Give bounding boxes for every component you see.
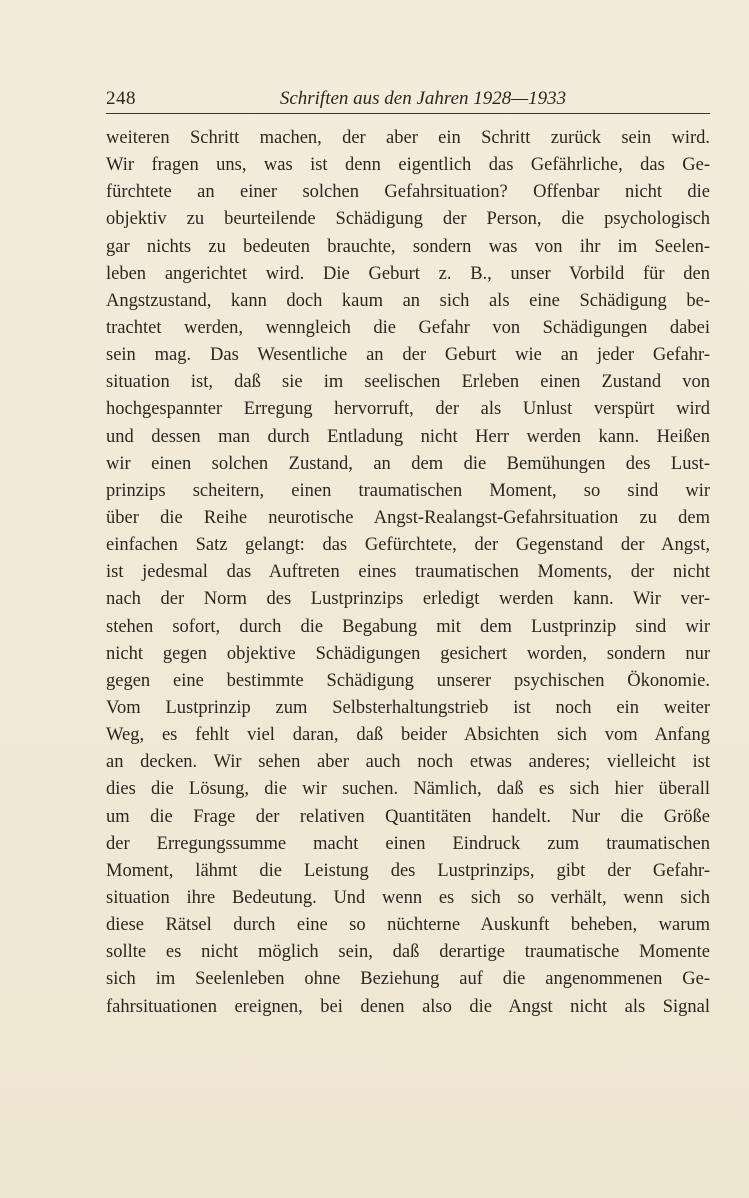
text-line: gegen eine bestimmte Schädigung unserer psychischen Ökonomie. [106,670,710,691]
text-line: Moment, lähmt die Leistung des Lustprinzips, gibt der Gefahr- [106,860,710,881]
text-line: an decken. Wir sehen aber auch noch etwas anderes; vielleicht ist [106,752,710,773]
text-line: wir einen solchen Zustand, an dem die Bemühungen des Lust- [106,453,710,474]
text-line: trachtet werden, wenngleich die Gefahr von Schädigungen dabei [106,317,710,338]
header-rule [106,113,710,114]
text-line: weiteren Schritt machen, der aber ein Schritt zurück sein wird. [106,128,710,148]
text-line: ist jedesmal das Auftreten eines traumatischen Moments, der nicht [106,562,710,583]
text-line: der Erregungssumme macht einen Eindruck zum traumatischen [106,833,710,854]
page-header [106,88,710,114]
text-line: Angstzustand, kann doch kaum an sich als eine Schädigung be- [106,290,710,311]
body-text [106,125,710,1021]
text-line: fürchtete an einer solchen Gefahrsituation? Offenbar nicht die [106,182,710,203]
text-line: Weg, es fehlt viel daran, daß beider Absichten sich vom Anfang [106,725,710,746]
text-line: über die Reihe neurotische Angst-Realangst-Gefahrsituation zu dem [106,507,710,528]
text-line: und dessen man durch Entladung nicht Herr werden kann. Heißen [106,426,710,447]
text-line: gar nichts zu bedeuten brauchte, sondern was von ihr im Seelen- [106,236,710,257]
page-number: 248 [106,88,136,109]
text-line: sich im Seelenleben ohne Beziehung auf die angenommenen Ge- [106,969,710,990]
text-line: fahrsituationen ereignen, bei denen also die Angst nicht als Signal [106,996,710,1017]
text-line: stehen sofort, durch die Begabung mit dem Lustprinzip sind wir [106,616,710,637]
text-line: Vom Lustprinzip zum Selbsterhaltungstrieb ist noch ein weiter [106,697,710,718]
text-line: nicht gegen objektive Schädigungen gesichert worden, sondern nur [106,643,710,664]
text-line: dies die Lösung, die wir suchen. Nämlich, daß es sich hier überall [106,779,710,800]
text-line: objektiv zu beurteilende Schädigung der Person, die psychologisch [106,209,710,230]
text-line: Wir fragen uns, was ist denn eigentlich das Gefährliche, das Ge- [106,155,710,176]
text-line: um die Frage der relativen Quantitäten handelt. Nur die Größe [106,806,710,827]
running-title: Schriften aus den Jahren 1928—1933 [279,88,567,109]
text-line: situation ist, daß sie im seelischen Erleben einen Zustand von [106,372,710,393]
text-line: leben angerichtet wird. Die Geburt z. B., unser Vorbild für den [106,263,710,284]
text-line: prinzips scheitern, einen traumatischen Moment, so sind wir [106,480,710,501]
text-line: sein mag. Das Wesentliche an der Geburt wie an jeder Gefahr- [106,345,710,366]
text-line: nach der Norm des Lustprinzips erledigt werden kann. Wir ver- [106,589,710,610]
text-line: einfachen Satz gelangt: das Gefürchtete, der Gegenstand der Angst, [106,535,710,556]
text-line: diese Rätsel durch eine so nüchterne Auskunft beheben, warum [106,915,710,936]
text-line: sollte es nicht möglich sein, daß derartige traumatische Momente [106,942,710,963]
text-line: situation ihre Bedeutung. Und wenn es sich so verhält, wenn sich [106,887,710,908]
text-line: hochgespannter Erregung hervorruft, der als Unlust verspürt wird [106,399,710,420]
